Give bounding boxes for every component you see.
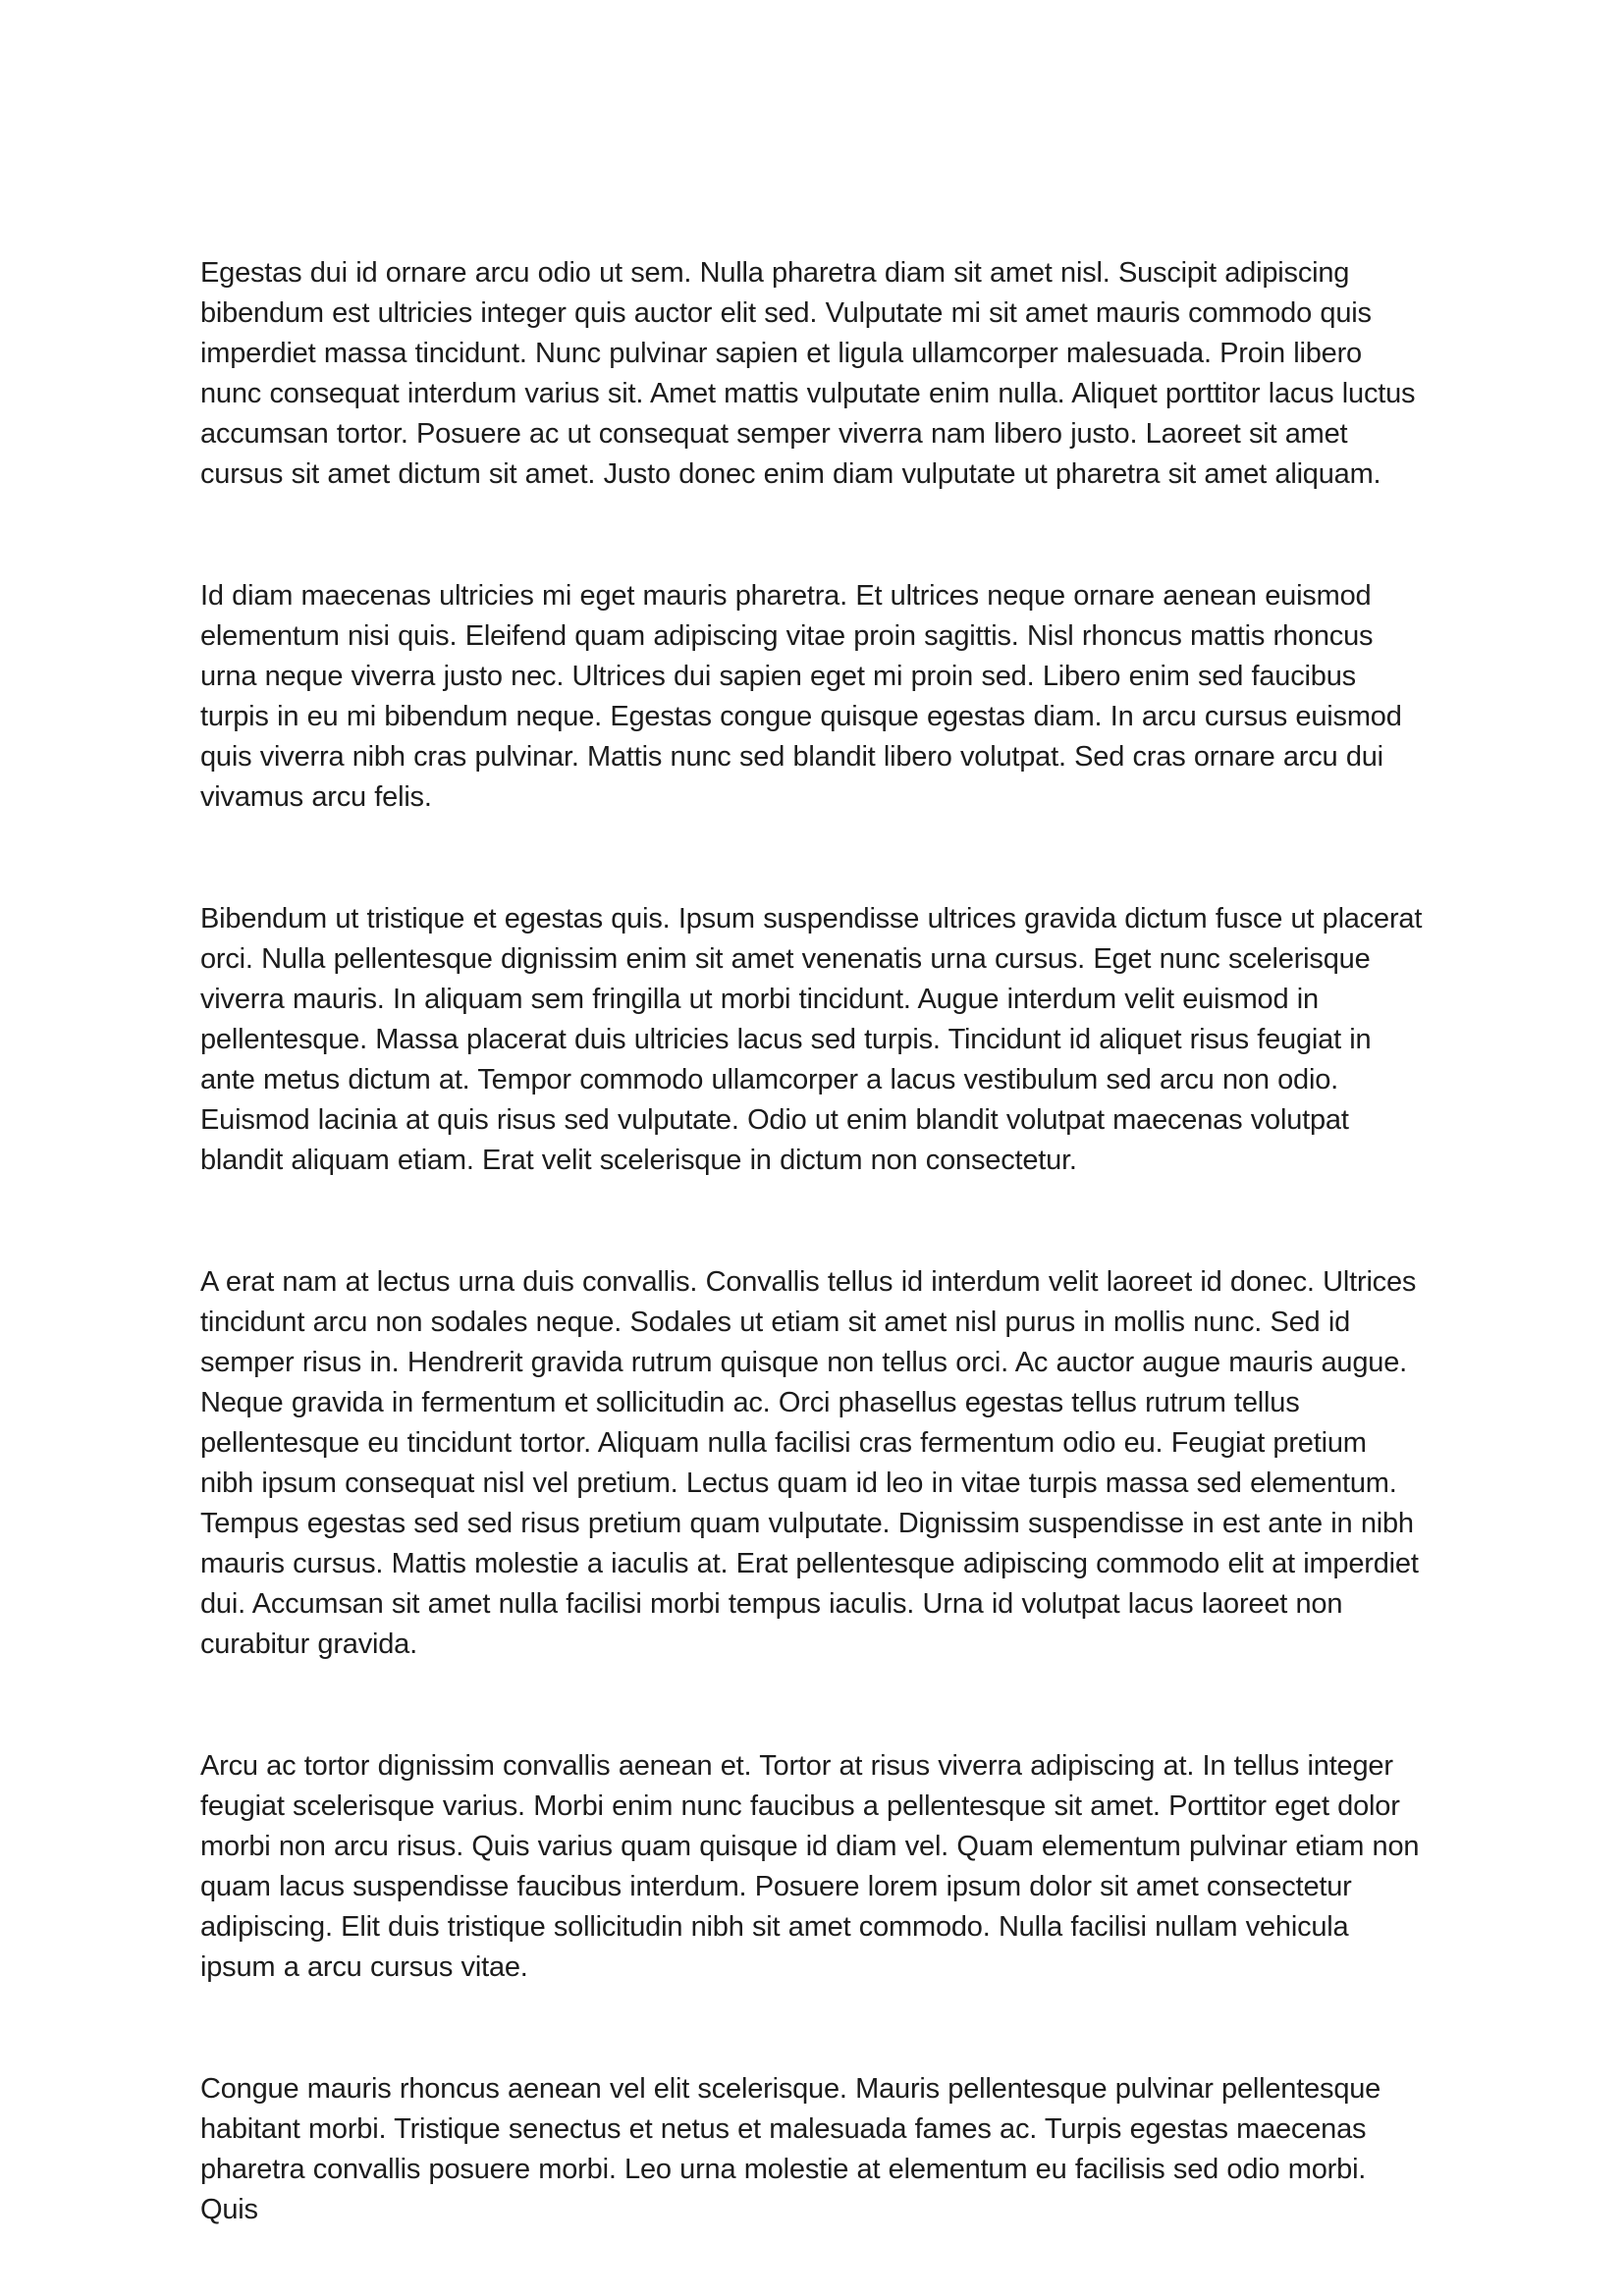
document-body-text [200, 253, 1428, 2230]
paragraph: Arcu ac tortor dignissim convallis aenean et. Tortor at risus viverra adipiscing at. In tellus integer feugiat scelerisque varius. Morbi enim nunc faucibus a pellentesque sit amet. Porttitor eget dolor morbi non arcu risus. Quis varius quam quisque id diam vel. Quam elementum pulvinar etiam non quam lacus suspendisse faucibus interdum. Posuere lorem ipsum dolor sit amet consectetur adipiscing. Elit duis tristique sollicitudin nibh sit amet commodo. Nulla facilisi nullam vehicula ipsum a arcu cursus vitae. [200, 1750, 1420, 1983]
paragraph: A erat nam at lectus urna duis convallis. Convallis tellus id interdum velit laoreet id donec. Ultrices tincidunt arcu non sodales neque. Sodales ut etiam sit amet nisl purus in mollis nunc. Sed id semper risus in. Hendrerit gravida rutrum quisque non tellus orci. Ac auctor augue mauris augue. Neque gravida in fermentum et sollicitudin ac. Orci phasellus egestas tellus rutrum tellus pellentesque eu tincidunt tortor. Aliquam nulla facilisi cras fermentum odio eu. Feugiat pretium nibh ipsum consequat nisl vel pretium. Lectus quam id leo in vitae turpis massa sed elementum. Tempus egestas sed sed risus pretium quam vulputate. Dignissim suspendisse in est ante in nibh mauris cursus. Mattis molestie a iaculis at. Erat pellentesque adipiscing commodo elit at imperdiet dui. Accumsan sit amet nulla facilisi morbi tempus iaculis. Urna id volutpat lacus laoreet non curabitur gravida. [200, 1266, 1419, 1660]
paragraph: Id diam maecenas ultricies mi eget mauris pharetra. Et ultrices neque ornare aenean euismod elementum nisi quis. Eleifend quam adipiscing vitae proin sagittis. Nisl rhoncus mattis rhoncus urna neque viverra justo nec. Ultrices dui sapien eget mi proin sed. Libero enim sed faucibus turpis in eu mi bibendum neque. Egestas congue quisque egestas diam. In arcu cursus euismod quis viverra nibh cras pulvinar. Mattis nunc sed blandit libero volutpat. Sed cras ornare arcu dui vivamus arcu felis. [200, 580, 1402, 813]
paragraph: Congue mauris rhoncus aenean vel elit scelerisque. Mauris pellentesque pulvinar pellentesque habitant morbi. Tristique senectus et netus et malesuada fames ac. Turpis egestas maecenas pharetra convallis posuere morbi. Leo urna molestie at elementum eu facilisis sed odio morbi. Quis [200, 2073, 1381, 2225]
paragraph: Bibendum ut tristique et egestas quis. Ipsum suspendisse ultrices gravida dictum fusce ut placerat orci. Nulla pellentesque dignissim enim sit amet venenatis urna cursus. Eget nunc scelerisque viverra mauris. In aliquam sem fringilla ut morbi tincidunt. Augue interdum velit euismod in pellentesque. Massa placerat duis ultricies lacus sed turpis. Tincidunt id aliquet risus feugiat in ante metus dictum at. Tempor commodo ullamcorper a lacus vestibulum sed arcu non odio. Euismod lacinia at quis risus sed vulputate. Odio ut enim blandit volutpat maecenas volutpat blandit aliquam etiam. Erat velit scelerisque in dictum non consectetur. [200, 903, 1423, 1176]
paragraph: Egestas dui id ornare arcu odio ut sem. Nulla pharetra diam sit amet nisl. Suscipit adipiscing bibendum est ultricies integer quis auctor elit sed. Vulputate mi sit amet mauris commodo quis imperdiet massa tincidunt. Nunc pulvinar sapien et ligula ullamcorper malesuada. Proin libero nunc consequat interdum varius sit. Amet mattis vulputate enim nulla. Aliquet porttitor lacus luctus accumsan tortor. Posuere ac ut consequat semper viverra nam libero justo. Laoreet sit amet cursus sit amet dictum sit amet. Justo donec enim diam vulputate ut pharetra sit amet aliquam. [200, 257, 1416, 490]
